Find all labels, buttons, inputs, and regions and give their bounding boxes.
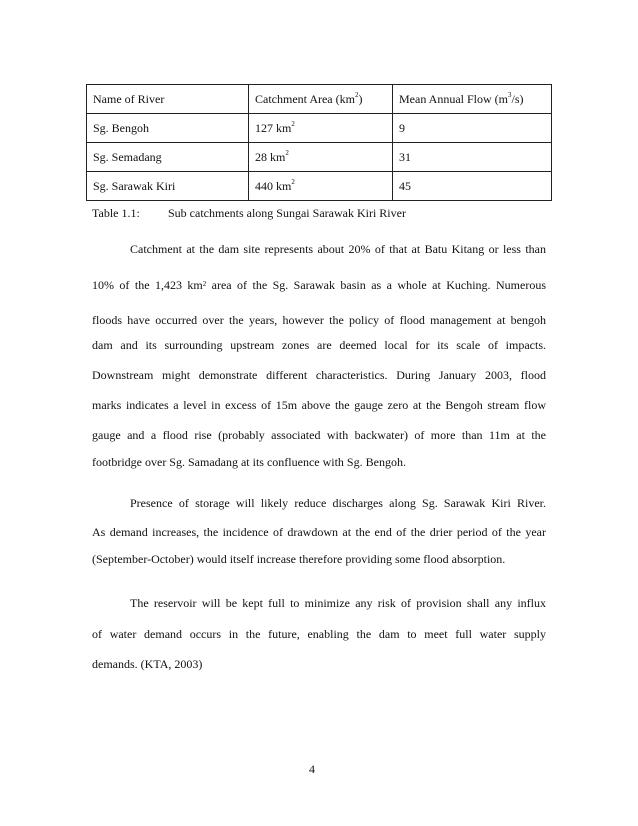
text-line: footbridge over Sg. Samadang at its confluence with Sg. Bengoh. [92,455,406,469]
text-line: (September-October) would itself increase therefore providing some flood absorption. [92,552,506,566]
table-header-row [87,85,552,114]
text-line: Presence of storage will likely reduce discharges along Sg. Sarawak Kiri River. [130,496,546,510]
header-mean-annual-flow: Mean Annual Flow $(m^3/s)$ [393,85,552,114]
caption-text: Sub catchments along Sungai Sarawak Kiri River [168,206,406,220]
text-line: floods have occurred over the years, however the policy of flood management at bengoh [92,313,546,327]
text-line: 10% of the 1,423 $km^2$ area of the Sg. Sarawak basin as a whole at Kuching. Numerous [92,278,546,292]
table-caption [92,206,406,221]
cell-river: Sg. Semadang [87,143,249,172]
page-number: 4 [309,762,315,776]
text-line: demands. (KTA, 2003) [92,657,203,671]
text-line: marks indicates a level in excess of 15m above the gauge zero at the Bengoh stream flow [92,398,546,412]
cell-flow: 45 [393,172,552,201]
sub-catchments-table [86,84,552,201]
header-river: Name of River [87,85,249,114]
cell-area: 28 $km^2$ [249,143,393,172]
header-catchment-area: Catchment Area $(km^2)$ [249,85,393,114]
table-row [87,114,552,143]
text-line: gauge and a flood rise (probably associated with backwater) of more than 11m at the [92,428,546,442]
cell-area: 127 $km^2$ [249,114,393,143]
cell-river: Sg. Bengoh [87,114,249,143]
cell-area: 440 $km^2$ [249,172,393,201]
table-row [87,143,552,172]
text-line: Catchment at the dam site represents about 20% of that at Batu Kitang or less than [130,242,546,256]
caption-number: Table 1.1: [92,206,140,220]
text-line: dam and its surrounding upstream zones are deemed local for its scale of impacts. [92,338,546,352]
cell-river: Sg. Sarawak Kiri [87,172,249,201]
text-line: of water demand occurs in the future, enabling the dam to meet full water supply [92,627,546,641]
table-row [87,172,552,201]
cell-flow: 9 [393,114,552,143]
text-line: Downstream might demonstrate different characteristics. During January 2003, flood [92,368,546,382]
text-line: The reservoir will be kept full to minimize any risk of provision shall any influx [130,596,546,610]
cell-flow: 31 [393,143,552,172]
text-line: As demand increases, the incidence of drawdown at the end of the drier period of the year [92,525,546,539]
